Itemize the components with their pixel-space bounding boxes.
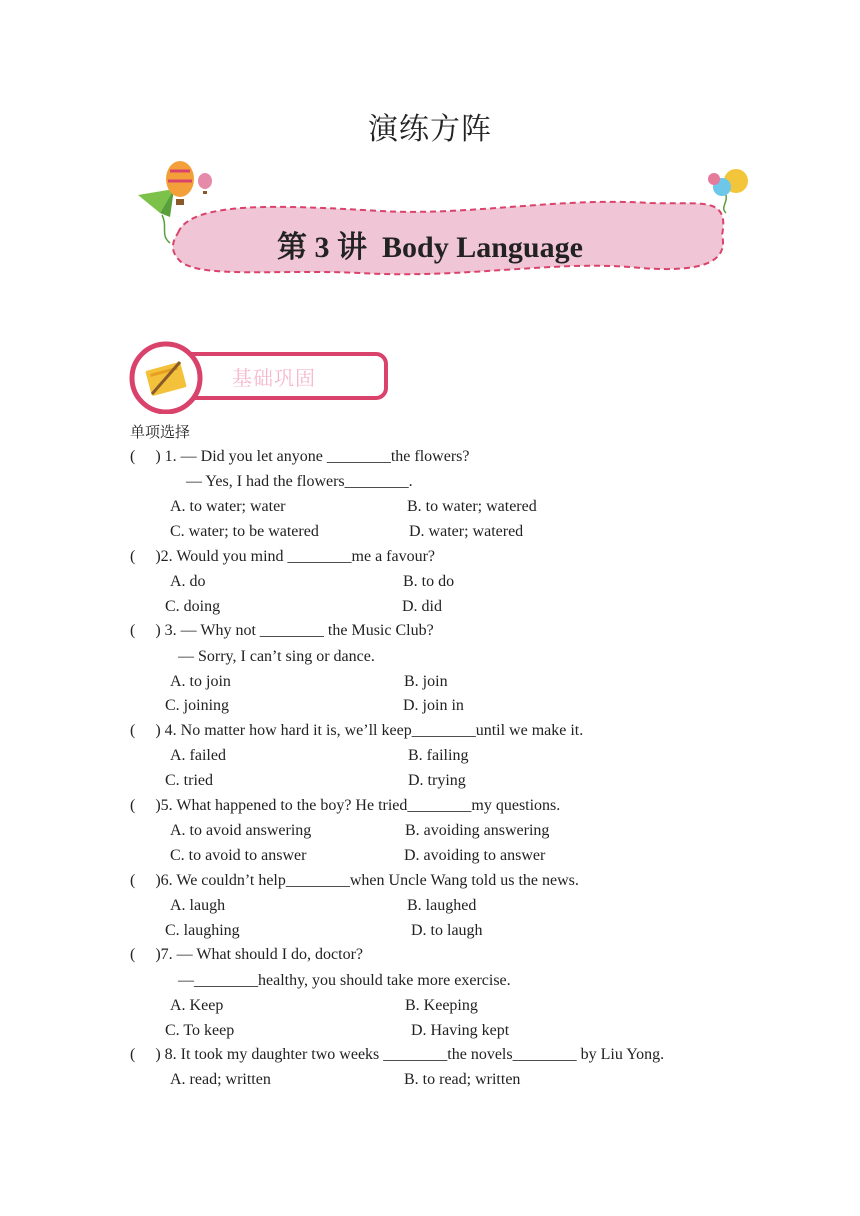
question-stem: ( )6. We couldn’t help________when Uncle Wang told us the news. (130, 872, 579, 889)
option-c: C. to avoid to answer (170, 847, 307, 864)
question-sub: —________healthy, you should take more exercise. (178, 972, 511, 989)
option-a: A. to water; water (170, 498, 286, 515)
question-stem: ( ) 1. — Did you let anyone ________the flowers? (130, 448, 470, 465)
question-sub: — Yes, I had the flowers________. (186, 473, 413, 490)
question-stem: ( )5. What happened to the boy? He tried________my questions. (130, 797, 561, 814)
option-a: A. Keep (170, 997, 224, 1014)
option-b: B. to do (403, 573, 455, 590)
question-stem: ( ) 3. — Why not ________ the Music Club? (130, 622, 434, 639)
option-c: C. joining (165, 697, 230, 714)
option-a: A. to join (170, 673, 231, 690)
option-b: B. laughed (407, 897, 477, 914)
option-d: D. trying (408, 772, 466, 789)
question-sub: — Sorry, I can’t sing or dance. (178, 648, 375, 665)
option-d: D. water; watered (409, 523, 524, 540)
banner-title: 第 3 讲 Body Language (277, 231, 583, 264)
option-c: C. water; to be watered (170, 523, 319, 540)
section-label: 基础巩固 (232, 366, 316, 390)
option-b: B. to read; written (404, 1071, 521, 1088)
option-a: A. to avoid answering (170, 822, 312, 839)
option-a: A. read; written (170, 1071, 271, 1088)
option-a: A. do (170, 573, 206, 590)
option-d: D. to laugh (411, 922, 483, 939)
option-b: B. to water; watered (407, 498, 537, 515)
option-c: C. laughing (165, 922, 240, 939)
option-b: B. failing (408, 747, 469, 764)
section-heading: 单项选择 (130, 423, 191, 441)
option-a: A. laugh (170, 897, 226, 914)
option-c: C. tried (165, 772, 213, 789)
option-b: B. join (404, 673, 448, 690)
option-d: D. Having kept (411, 1022, 510, 1039)
question-stem: ( ) 4. No matter how hard it is, we’ll keep________until we make it. (130, 722, 584, 739)
option-d: D. did (402, 598, 442, 615)
option-a: A. failed (170, 747, 226, 764)
option-b: B. avoiding answering (405, 822, 550, 839)
question-stem: ( )2. Would you mind ________me a favour? (130, 548, 436, 565)
option-c: C. doing (165, 598, 221, 615)
page-title: 演练方阵 (368, 112, 492, 147)
option-b: B. Keeping (405, 997, 478, 1014)
question-stem: ( ) 8. It took my daughter two weeks ________the novels________ by Liu Yong. (130, 1046, 665, 1063)
option-d: D. avoiding to answer (404, 847, 546, 864)
option-c: C. To keep (165, 1022, 235, 1039)
option-d: D. join in (403, 697, 464, 714)
hot-air-balloon-icon (166, 161, 212, 205)
question-stem: ( )7. — What should I do, doctor? (130, 946, 363, 963)
